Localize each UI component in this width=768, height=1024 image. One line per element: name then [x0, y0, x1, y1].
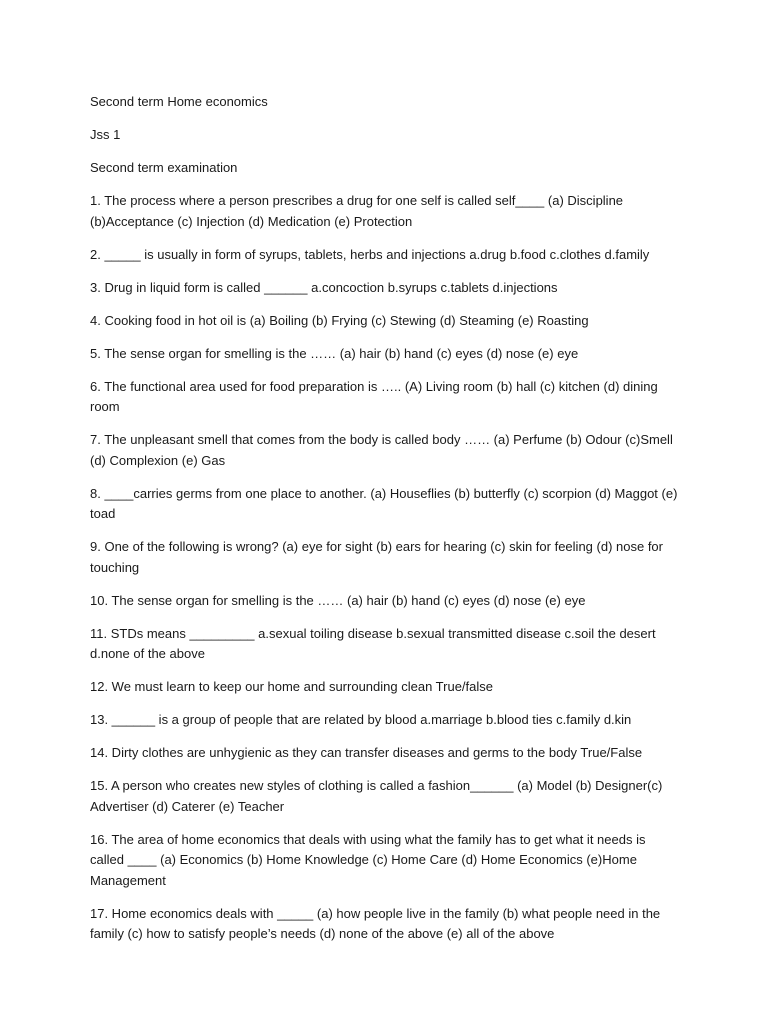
document-body: [90, 92, 680, 957]
question-5: 5. The sense organ for smelling is the …… (a) hair (b) hand (c) eyes (d) nose (e) eye: [90, 345, 579, 361]
question-14: 14. Dirty clothes are unhygienic as they can transfer diseases and germs to the body True/False: [90, 745, 643, 760]
question-17: 17. Home economics deals with _____ (a) how people live in the family (b) what people need in the family (c) how to satisfy people’s needs (d) none of the above (e) all of the above: [90, 905, 661, 941]
class-level: Jss 1: [90, 127, 121, 142]
question-12: 12. We must learn to keep our home and surrounding clean True/false: [90, 679, 493, 694]
question-7: 7. The unpleasant smell that comes from the body is called body …… (a) Perfume (b) Odour (c)Smell (d) Complexion (e) Gas: [90, 432, 673, 468]
question-6: 6. The functional area used for food preparation is ….. (A) Living room (b) hall (c) kitchen (d) dining room: [90, 378, 658, 414]
question-4: 4. Cooking food in hot oil is (a) Boiling (b) Frying (c) Stewing (d) Steaming (e) Roasting: [90, 312, 589, 328]
question-8: 8. ____carries germs from one place to another. (a) Houseflies (b) butterfly (c) scorpion (d) Maggot (e) toad: [90, 485, 678, 521]
question-10: 10. The sense organ for smelling is the …… (a) hair (b) hand (c) eyes (d) nose (e) eye: [90, 592, 586, 608]
question-9: 9. One of the following is wrong? (a) eye for sight (b) ears for hearing (c) skin for feeling (d) nose for touching: [90, 539, 663, 575]
document-title: Second term Home economics: [90, 94, 268, 109]
question-16: 16. The area of home economics that deals with using what the family has to get what it needs is called ____ (a) Economics (b) Home Knowledge (c) Home Care (d) Home Economics (e)Home Management: [90, 831, 646, 888]
question-1: 1. The process where a person prescribes a drug for one self is called self____ (a) Discipline (b)Acceptance (c) Injection (d) Medication (e) Protection: [90, 193, 624, 229]
exam-subtitle: Second term examination: [90, 160, 238, 175]
question-15: 15. A person who creates new styles of clothing is called a fashion______ (a) Model (b) Designer(c) Advertiser (d) Caterer (e) Teacher: [90, 778, 663, 814]
question-13: 13. ______ is a group of people that are related by blood a.marriage b.blood ties c.family d.kin: [90, 712, 632, 727]
question-2: 2. _____ is usually in form of syrups, tablets, herbs and injections a.drug b.food c.clothes d.family: [90, 246, 650, 262]
question-3: 3. Drug in liquid form is called ______ a.concoction b.syrups c.tablets d.injections: [90, 279, 558, 295]
question-11: 11. STDs means _________ a.sexual toiling disease b.sexual transmitted disease c.soil the desert d.none of the above: [90, 625, 656, 661]
